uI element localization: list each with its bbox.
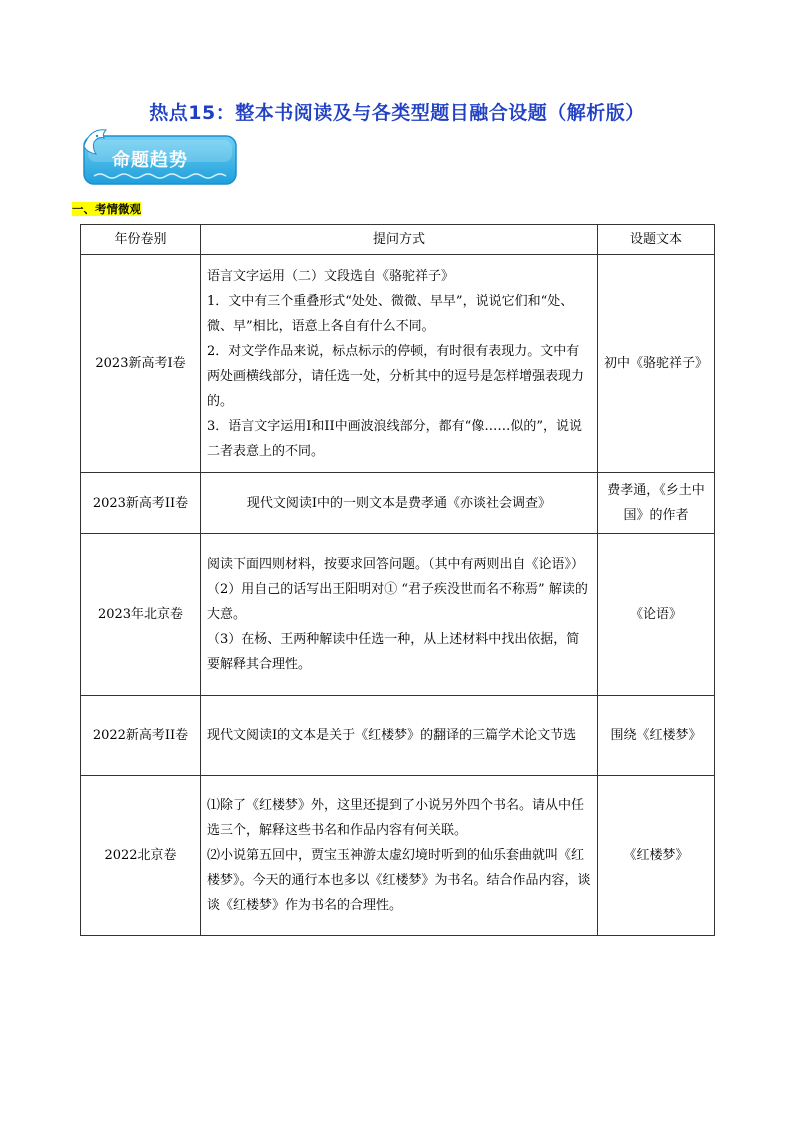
- table-row: [81, 534, 715, 696]
- question-line: （2）用自己的话写出王阳明对① “君子疾没世而名不称焉” 解读的大意。: [207, 582, 588, 622]
- question-line: ⑵小说第五回中，贾宝玉神游太虚幻境时听到的仙乐套曲就叫《红楼梦》。今天的通行本也多以《红楼梦》为书名。结合作品内容，谈谈《红楼梦》作为书名的合理性。: [207, 848, 591, 913]
- question-line: ⑴除了《红楼梦》外，这里还提到了小说另外四个书名。请从中任选三个，解释这些书名和作品内容有何关联。: [207, 798, 585, 838]
- exam-trend-table: [80, 224, 715, 936]
- row-year: 2022北京卷: [81, 776, 201, 936]
- header-question: 提问方式: [201, 225, 598, 255]
- header-source: 设题文本: [598, 225, 715, 255]
- section-heading-text: 一、考情微观: [72, 202, 141, 216]
- question-line: 现代文阅读I中的一则文本是费孝通《亦谈社会调查》: [246, 495, 552, 511]
- question-line: 2．对文学作品来说，标点标示的停顿，有时很有表现力。文中有两处画横线部分，请任选一处，分析其中的逗号是怎样增强表现力的。: [207, 343, 585, 409]
- question-line: 1．文中有三个重叠形式“处处、微微、早早”，说说它们和“处、微、早”相比，语意上各自有什么不同。: [207, 293, 574, 334]
- question-line: 语言文字运用（二）文段选自《骆驼祥子》: [207, 268, 455, 284]
- row-source: 《论语》: [598, 534, 715, 696]
- row-source: 费孝通，《乡土中国》的作者: [598, 473, 715, 534]
- row-questions: [201, 776, 598, 936]
- question-line: 阅读下面四则材料，按要求回答问题。（其中有两则出自《论语》）: [207, 557, 585, 572]
- section-heading: [72, 201, 141, 217]
- question-line: 现代文阅读I的文本是关于《红楼梦》的翻译的三篇学术论文节选: [207, 728, 577, 743]
- question-line: 3．语言文字运用I和II中画波浪线部分，都有“像……似的”，说说二者表意上的不同。: [207, 418, 582, 459]
- row-questions: [201, 255, 598, 473]
- table-row: [81, 473, 715, 534]
- row-questions: [201, 696, 598, 776]
- row-questions: [201, 473, 598, 534]
- row-source: 《红楼梦》: [598, 776, 715, 936]
- table-row: [81, 696, 715, 776]
- header-year: 年份卷别: [81, 225, 201, 255]
- row-year: 2023新高考II卷: [81, 473, 201, 534]
- table-row: [81, 776, 715, 936]
- row-year: 2023新高考I卷: [81, 255, 201, 473]
- table-header-row: [81, 225, 715, 255]
- row-source: 初中《骆驼祥子》: [598, 255, 715, 473]
- row-source: 围绕《红楼梦》: [598, 696, 715, 776]
- table-row: [81, 255, 715, 473]
- row-questions: [201, 534, 598, 696]
- badge-label: 命题趋势: [112, 150, 188, 171]
- document-title: 热点15：整本书阅读及与各类型题目融合设题（解析版）: [149, 102, 645, 124]
- question-line: （3）在杨、王两种解读中任选一种，从上述材料中找出依据，简要解释其合理性。: [207, 632, 580, 672]
- row-year: 2023年北京卷: [81, 534, 201, 696]
- row-year: 2022新高考II卷: [81, 696, 201, 776]
